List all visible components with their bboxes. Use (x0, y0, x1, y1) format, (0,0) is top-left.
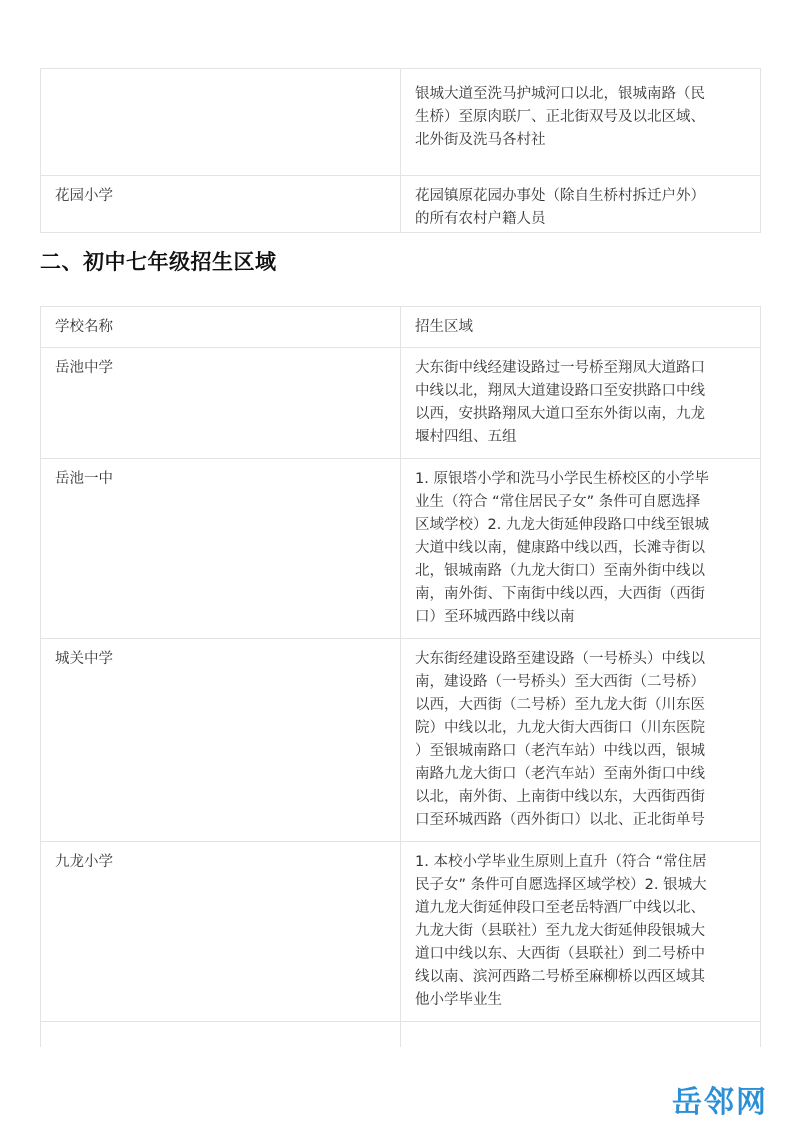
table-row (41, 69, 761, 176)
watermark-logo (652, 1081, 788, 1121)
table-row (41, 842, 761, 1022)
enrollment-table-primary (40, 68, 761, 233)
watermark-logo-text: 岳邻网 (672, 1085, 768, 1120)
table-header-row (41, 307, 761, 348)
table-row (41, 348, 761, 459)
section-heading: 二、初中七年级招生区域 (40, 250, 277, 274)
enrollment-area-cell: 银城大道至洗马护城河口以北，银城南路（民 生桥）至原肉联厂、正北街双号及以北区域、 北外街及洗马各村社 (401, 69, 761, 176)
enrollment-area-cell: 花园镇原花园办事处（除自生桥村拆迁户外） 的所有农村户籍人员 (401, 176, 761, 233)
school-name-cell: 城关中学 (41, 639, 401, 842)
table-row (41, 1022, 761, 1048)
enrollment-area-cell: 大东街经建设路至建设路（一号桥头）中线以 南，建设路（一号桥头）至大西街（二号桥） 以西，大西街（二号桥）至九龙大街（川东医 院）中线以北，九龙大街大西街口（川东医院 ）至银城南路口（老汽车站）中线以西，银城 南路九龙大街口（老汽车站）至南外街口中线 以北，南外街、上南街中线以东，大西街西街 口至环城西路（西外街口）以北、正北街单号 (401, 639, 761, 842)
column-header-school: 学校名称 (41, 307, 401, 348)
enrollment-area-cell (401, 1022, 761, 1048)
school-name-cell: 花园小学 (41, 176, 401, 233)
table-row (41, 459, 761, 639)
school-name-cell: 岳池一中 (41, 459, 401, 639)
school-name-cell (41, 69, 401, 176)
enrollment-area-cell: 1. 原银塔小学和洗马小学民生桥校区的小学毕 业生（符合 “常住居民子女” 条件可自愿选择 区域学校）2. 九龙大街延伸段路口中线至银城 大道中线以南，健康路中线以西，长滩寺街以 北，银城南路（九龙大街口）至南外街中线以 南，南外街、下南街中线以西，大西街（西街 口）至环城西路中线以南 (401, 459, 761, 639)
school-name-cell (41, 1022, 401, 1048)
enrollment-area-cell: 大东街中线经建设路过一号桥至翔凤大道路口 中线以北，翔凤大道建设路口至安拱路口中线 以西，安拱路翔凤大道口至东外街以南，九龙 堰村四组、五组 (401, 348, 761, 459)
table-row (41, 176, 761, 233)
enrollment-table-middle-school (40, 306, 761, 1047)
table-row (41, 639, 761, 842)
enrollment-area-cell: 1. 本校小学毕业生原则上直升（符合 “常住居 民子女” 条件可自愿选择区域学校）2. 银城大 道九龙大街延伸段口至老岳特酒厂中线以北、 九龙大街（县联社）至九龙大街延伸段银城大 道口中线以东、大西街（县联社）到二号桥中 线以南、滨河西路二号桥至麻柳桥以西区域其 他小学毕业生 (401, 842, 761, 1022)
column-header-area: 招生区域 (401, 307, 761, 348)
school-name-cell: 岳池中学 (41, 348, 401, 459)
school-name-cell: 九龙小学 (41, 842, 401, 1022)
